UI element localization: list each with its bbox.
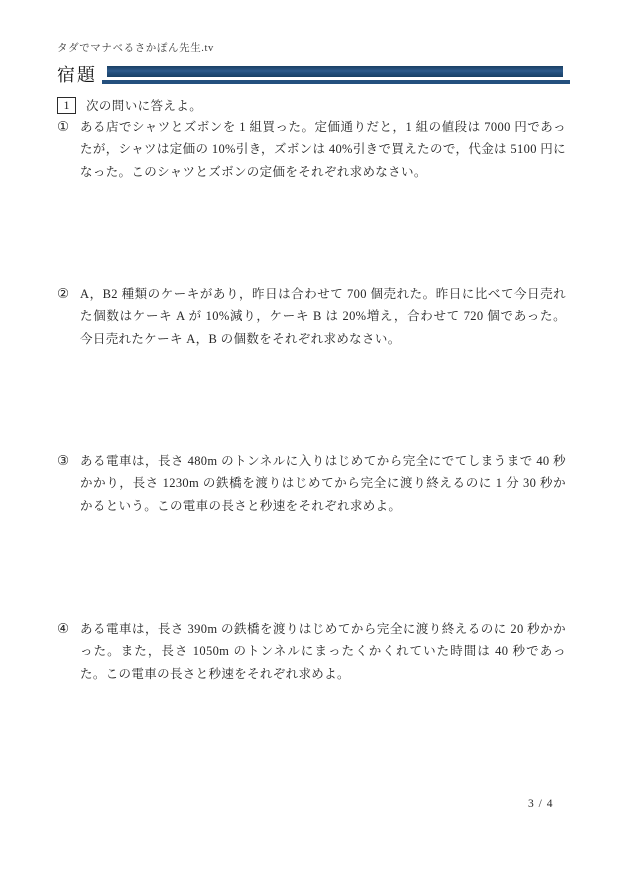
page-number: 3 / 4 [528, 798, 554, 810]
problem-3 [57, 450, 566, 517]
problem-4-text: ある電車は，長さ 390m の鉄橋を渡りはじめてから完全に渡り終えるのに 20 秒かかった。また，長さ 1050m のトンネルにまったくかくれていた時間は 40 秒であった。この電車の長さと秒速をそれぞれ求めよ。 [80, 622, 566, 681]
problem-4-number: ④ [57, 621, 70, 636]
problem-4 [57, 618, 566, 685]
section-intro-text: 次の問いに答えよ。 [86, 99, 203, 113]
problem-2 [57, 283, 566, 350]
problem-1-text: ある店でシャツとズボンを 1 組買った。定価通りだと，1 組の値段は 7000 円であったが，シャツは定価の 10%引き，ズボンは 40%引きで買えたので，代金は 5100 円になった。このシャツとズボンの定価をそれぞれ求めなさい。 [80, 120, 566, 179]
section-header [57, 96, 202, 114]
problem-3-text: ある電車は，長さ 480m のトンネルに入りはじめてから完全にでてしまうまで 40 秒かかり，長さ 1230m の鉄橋を渡りはじめてから完全に渡り終えるのに 1 分 30 秒かかるという。この電車の長さと秒速をそれぞれ求めよ。 [80, 454, 566, 513]
problem-1-number: ① [57, 119, 70, 134]
problem-2-number: ② [57, 286, 70, 301]
problem-3-number: ③ [57, 453, 70, 468]
problem-2-text: A，B2 種類のケーキがあり，昨日は合わせて 700 個売れた。昨日に比べて今日売れた個数はケーキ A が 10%減り，ケーキ B は 20%増え，合わせて 720 個であった。今日売れたケーキ A，B の個数をそれぞれ求めなさい。 [80, 287, 566, 346]
title-underline-thick [107, 66, 563, 77]
problem-1 [57, 116, 566, 183]
title-underline-thin [102, 80, 570, 84]
page-title: 宿題 [57, 65, 97, 85]
site-name: タダでマナベるさかぽん先生.tv [57, 43, 214, 54]
section-number-box: 1 [57, 97, 76, 114]
